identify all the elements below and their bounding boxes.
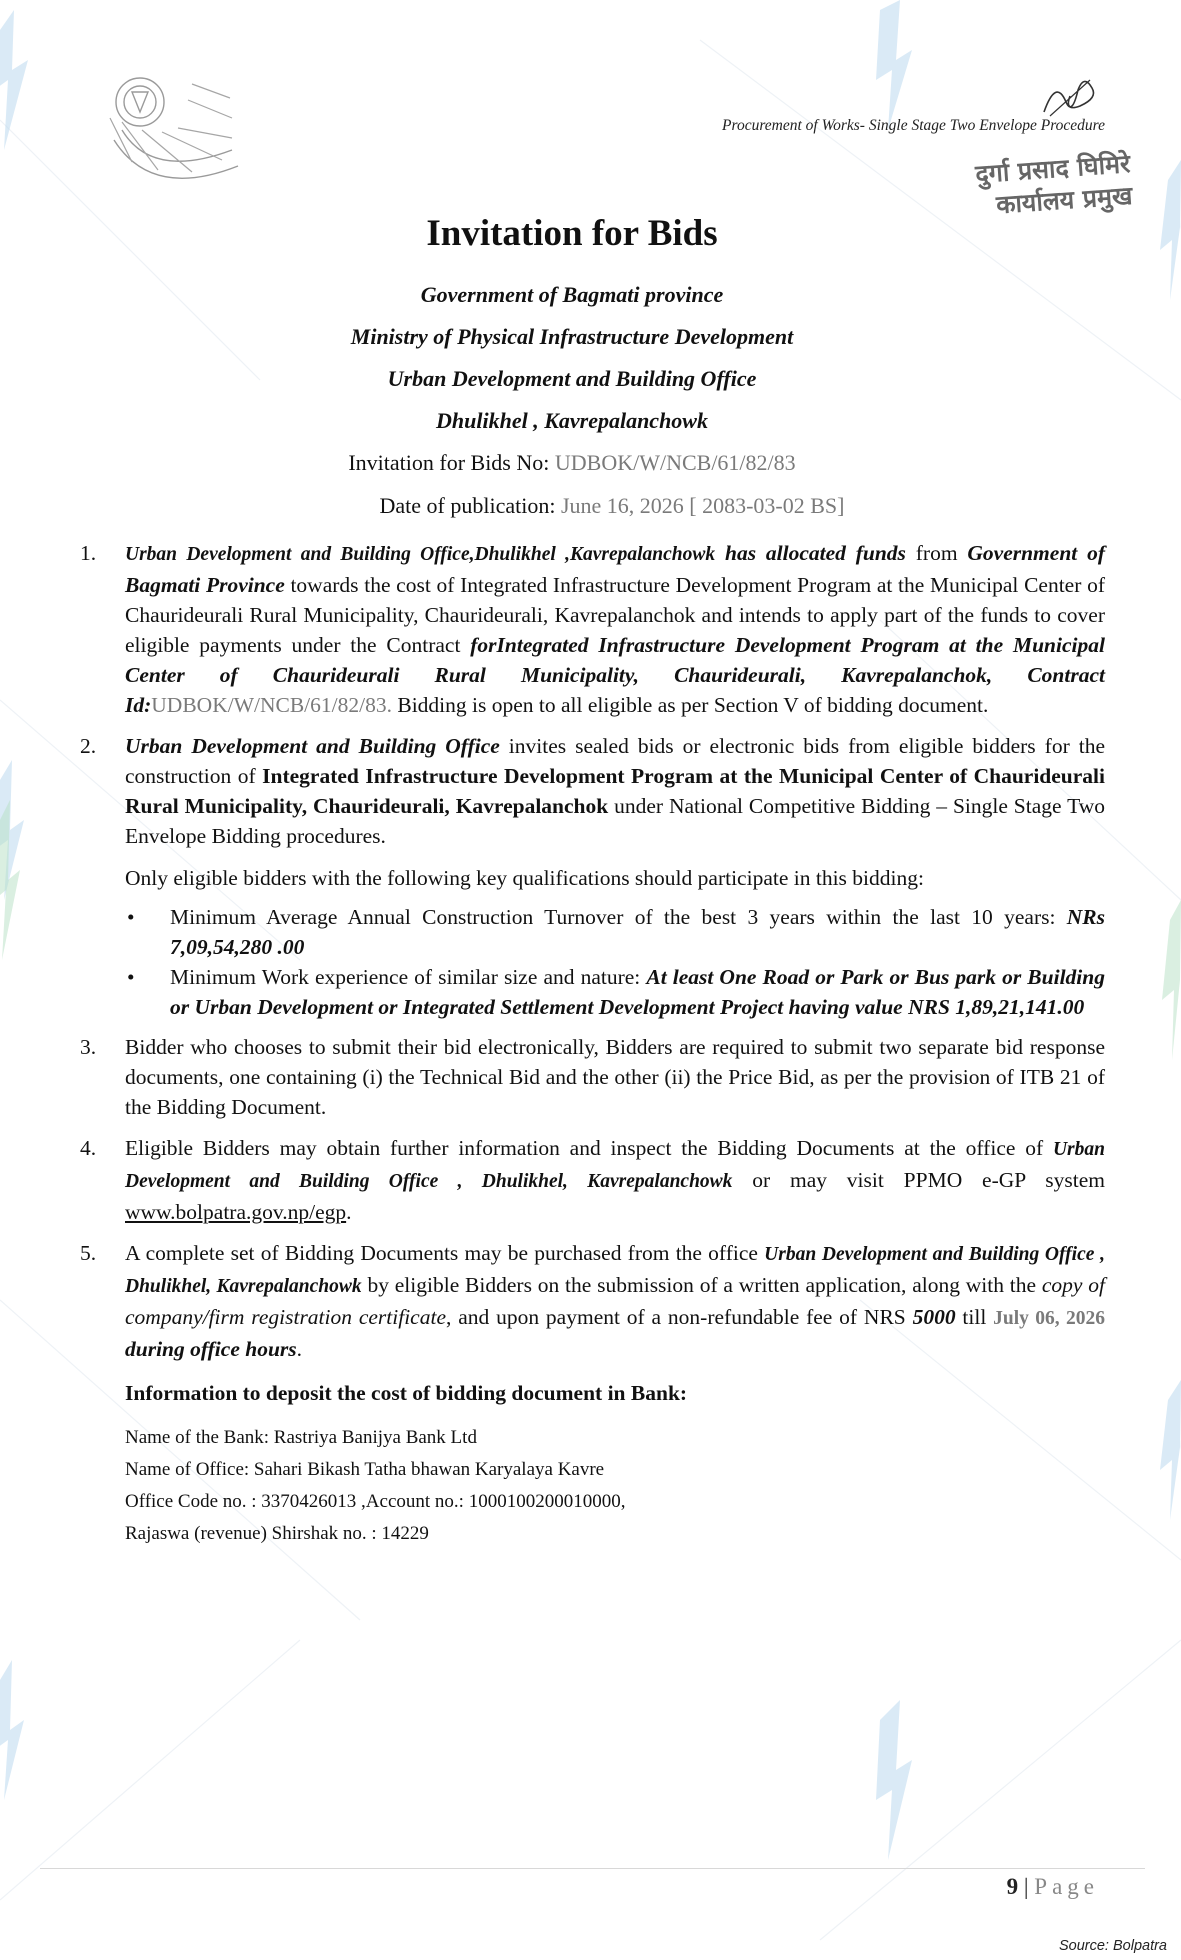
item-number: 1.: [80, 541, 97, 565]
list-item: [125, 902, 1105, 962]
list-item: [80, 1032, 1105, 1122]
procedure-caption: Procurement of Works- Single Stage Two Envelope Procedure: [722, 117, 1105, 134]
page-number: 9 | Page: [1006, 1874, 1099, 1899]
ifb-number-value: UDBOK/W/NCB/61/82/83: [554, 450, 796, 475]
qualifications-intro: Only eligible bidders with the following key qualifications should participate in this bidding:: [125, 866, 924, 890]
item-text: Eligible Bidders may obtain further information and inspect the Bidding Documents at the office of Urban Development and Building Office , Dhulikhel, Kavrepalanchowk or may visit PPMO e-GP system www.bolpatra.gov.np/egp.: [125, 1136, 1105, 1224]
bullet-icon: •: [127, 965, 135, 989]
item-text: Bidder who chooses to submit their bid electronically, Bidders are required to submit two separate bid response documents, one containing (i) the Technical Bid and the other (ii) the Price Bid, as per the provision of ITB 21 of the Bidding Document.: [125, 1035, 1105, 1119]
ifb-number-label: Invitation for Bids No:: [348, 450, 555, 475]
list-item: [80, 731, 1105, 851]
qualification-experience: Minimum Work experience of similar size and nature: At least One Road or Park or Bus park or Building or Urban Development or Integrated Settlement Development Project having value NRS 1,89,21,141.00: [170, 965, 1105, 1019]
office-seal-logo: [92, 70, 242, 200]
item-text: Urban Development and Building Office invites sealed bids or electronic bids from eligible bidders for the construction of Integrated Infrastructure Development Program at the Municipal Center of Chaurideurali Rural Municipality, Chaurideurali, Kavrepalanchok under National Competitive Bidding – Single Stage Two Envelope Bidding procedures.: [125, 734, 1105, 848]
item-number: 4.: [80, 1136, 97, 1160]
document-body: [80, 538, 1105, 1550]
bank-office-name: Name of Office: Sahari Bikash Tatha bhawan Karyalaya Kavre: [125, 1459, 605, 1480]
source-credit: Source: Bolpatra: [1058, 1938, 1167, 1954]
org-ministry: Ministry of Physical Infrastructure Development: [350, 324, 794, 349]
item-number: 2.: [80, 734, 97, 758]
org-office: Urban Development and Building Office: [387, 366, 757, 391]
bank-account: Office Code no. : 3370426013 ,Account no.: 1000100200010000,: [125, 1491, 626, 1512]
qualification-turnover: Minimum Average Annual Construction Turnover of the best 3 years within the last 10 years: NRs 7,09,54,280 .00: [170, 905, 1105, 959]
list-item: [80, 1133, 1105, 1227]
handwritten-signature: [1040, 72, 1100, 120]
list-item: [80, 538, 1105, 720]
ifb-number: [0, 450, 1144, 476]
item-number: 3.: [80, 1035, 97, 1059]
publication-date: [40, 493, 1181, 519]
stamp-designation: कार्यालय प्रमुख: [995, 180, 1134, 220]
bullet-icon: •: [127, 905, 135, 929]
revenue-code: Rajaswa (revenue) Shirshak no. : 14229: [125, 1523, 429, 1544]
footer-divider: [40, 1868, 1145, 1869]
egp-link[interactable]: www.bolpatra.gov.np/egp: [125, 1200, 347, 1224]
qualifications-list: [125, 902, 1105, 1022]
item-number: 5.: [80, 1241, 97, 1265]
bank-info: [125, 1422, 1105, 1550]
list-item: [125, 962, 1105, 1022]
document-title: Invitation for Bids: [426, 213, 718, 254]
org-government: Government of Bagmati province: [420, 282, 724, 307]
org-location: Dhulikhel , Kavrepalanchowk: [436, 408, 708, 433]
item-text: Urban Development and Building Office,Dhulikhel ,Kavrepalanchowk has allocated funds from Government of Bagmati Province towards the cost of Integrated Infrastructure Development Program at the Municipal Center of Chaurideurali Rural Municipality, Chaurideurali, Kavrepalanchok and intends to apply part of the funds to cover eligible payments under the Contract forIntegrated Infrastructure Development Program at the Municipal Center of Chaurideurali Rural Municipality, Chaurideurali, Kavrepalanchok, Contract Id:UDBOK/W/NCB/61/82/83. Bidding is open to all eligible as per Section V of bidding document.: [125, 541, 1105, 717]
publication-date-label: Date of publication:: [379, 493, 561, 518]
bank-name: Name of the Bank: Rastriya Banijya Bank Ltd: [125, 1427, 477, 1448]
list-item: [80, 1238, 1105, 1364]
publication-date-value: June 16, 2026 [ 2083-03-02 BS]: [560, 493, 845, 518]
stamp-name: दुर्गा प्रसाद घिमिरे: [974, 148, 1132, 189]
bank-info-heading: Information to deposit the cost of bidding document in Bank:: [125, 1381, 688, 1405]
item-text: A complete set of Bidding Documents may be purchased from the office Urban Development and Building Office , Dhulikhel, Kavrepalanchowk by eligible Bidders on the submission of a written application, along with the copy of company/firm registration certificate, and upon payment of a non-refundable fee of NRS 5000 till July 06, 2026 during office hours.: [125, 1241, 1106, 1361]
